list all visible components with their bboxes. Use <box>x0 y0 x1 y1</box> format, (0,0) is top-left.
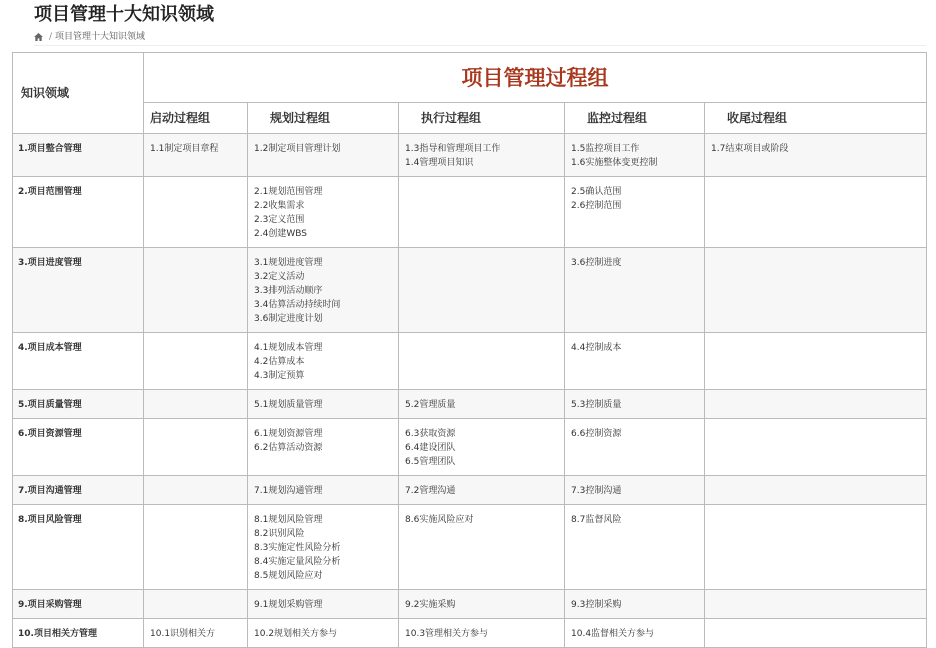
process-matrix-table <box>12 52 927 648</box>
process-item: 7.1规划沟通管理 <box>254 486 323 496</box>
process-item: 6.2估算活动资源 <box>254 443 323 453</box>
table-row <box>13 505 927 590</box>
process-item: 9.2实施采购 <box>405 600 456 610</box>
process-item: 3.2定义活动 <box>254 272 305 282</box>
process-item: 9.3控制采购 <box>571 600 622 610</box>
process-cell-initiating <box>144 419 248 476</box>
process-item: 6.1规划资源管理 <box>254 429 323 439</box>
knowledge-area-cell: 6.项目资源管理 <box>13 419 144 476</box>
knowledge-area-cell: 5.项目质量管理 <box>13 390 144 419</box>
knowledge-area-cell: 10.项目相关方管理 <box>13 619 144 648</box>
knowledge-area-cell: 7.项目沟通管理 <box>13 476 144 505</box>
process-cell-planning <box>248 476 399 505</box>
process-item: 8.2识别风险 <box>254 529 305 539</box>
process-item: 4.3制定预算 <box>254 371 305 381</box>
process-item: 4.2估算成本 <box>254 357 305 367</box>
process-item: 3.1规划进度管理 <box>254 258 323 268</box>
process-cell-executing <box>399 333 565 390</box>
process-item: 10.2规划相关方参与 <box>254 629 338 639</box>
process-item: 10.3管理相关方参与 <box>405 629 489 639</box>
process-item: 8.4实施定量风险分析 <box>254 557 341 567</box>
process-item: 2.2收集需求 <box>254 201 305 211</box>
home-icon[interactable] <box>34 33 43 41</box>
process-item: 9.1规划采购管理 <box>254 600 323 610</box>
process-cell-closing <box>705 505 927 590</box>
process-cell-executing <box>399 390 565 419</box>
process-cell-closing <box>705 248 927 333</box>
process-cell-initiating <box>144 248 248 333</box>
process-item: 10.4监督相关方参与 <box>571 629 655 639</box>
process-cell-executing <box>399 134 565 177</box>
breadcrumb <box>34 31 145 43</box>
table-row <box>13 390 927 419</box>
table-row <box>13 177 927 248</box>
process-cell-planning <box>248 134 399 177</box>
process-item: 1.6实施整体变更控制 <box>571 158 658 168</box>
process-cell-monitoring <box>565 177 705 248</box>
knowledge-area-cell: 8.项目风险管理 <box>13 505 144 590</box>
process-cell-planning <box>248 505 399 590</box>
knowledge-area-cell: 2.项目范围管理 <box>13 177 144 248</box>
process-cell-executing <box>399 177 565 248</box>
process-item: 6.6控制资源 <box>571 429 622 439</box>
process-item: 1.3指导和管理项目工作 <box>405 144 501 154</box>
process-item: 2.3定义范围 <box>254 215 305 225</box>
knowledge-area-cell: 9.项目采购管理 <box>13 590 144 619</box>
process-item: 1.7结束项目或阶段 <box>711 144 789 154</box>
process-cell-monitoring <box>565 390 705 419</box>
process-item: 5.2管理质量 <box>405 400 456 410</box>
process-cell-initiating <box>144 177 248 248</box>
process-item: 2.1规划范围管理 <box>254 187 323 197</box>
process-cell-executing <box>399 248 565 333</box>
table-row <box>13 590 927 619</box>
knowledge-area-cell: 1.项目整合管理 <box>13 134 144 177</box>
process-cell-monitoring <box>565 134 705 177</box>
process-item: 3.6控制进度 <box>571 258 622 268</box>
process-item: 4.4控制成本 <box>571 343 622 353</box>
phase-header-monitoring: 监控过程组 <box>565 103 705 134</box>
process-item: 1.5监控项目工作 <box>571 144 640 154</box>
process-item: 3.4估算活动持续时间 <box>254 300 341 310</box>
page-title: 项目管理十大知识领域 <box>34 4 214 25</box>
matrix-body <box>13 134 927 648</box>
process-item: 6.4建设团队 <box>405 443 456 453</box>
table-row <box>13 248 927 333</box>
process-cell-executing <box>399 419 565 476</box>
process-cell-planning <box>248 590 399 619</box>
process-item: 1.1制定项目章程 <box>150 144 219 154</box>
process-cell-executing <box>399 619 565 648</box>
process-item: 6.3获取资源 <box>405 429 456 439</box>
phase-header-executing: 执行过程组 <box>399 103 565 134</box>
process-item: 3.3排列活动顺序 <box>254 286 323 296</box>
process-cell-closing <box>705 390 927 419</box>
process-item: 8.7监督风险 <box>571 515 622 525</box>
process-item: 6.5管理团队 <box>405 457 456 467</box>
process-cell-executing <box>399 505 565 590</box>
process-item: 5.3控制质量 <box>571 400 622 410</box>
process-item: 1.2制定项目管理计划 <box>254 144 341 154</box>
phase-header-initiating: 启动过程组 <box>144 103 248 134</box>
process-cell-closing <box>705 476 927 505</box>
breadcrumb-separator: / <box>49 32 53 42</box>
process-item: 2.5确认范围 <box>571 187 622 197</box>
process-cell-initiating <box>144 333 248 390</box>
knowledge-area-cell: 4.项目成本管理 <box>13 333 144 390</box>
knowledge-area-header: 知识领域 <box>13 53 144 134</box>
process-item: 7.2管理沟通 <box>405 486 456 496</box>
process-cell-initiating <box>144 505 248 590</box>
process-cell-planning <box>248 333 399 390</box>
process-cell-initiating <box>144 476 248 505</box>
process-cell-planning <box>248 619 399 648</box>
process-cell-initiating <box>144 134 248 177</box>
process-item: 8.1规划风险管理 <box>254 515 323 525</box>
process-cell-closing <box>705 590 927 619</box>
process-cell-monitoring <box>565 505 705 590</box>
process-item: 2.4创建WBS <box>254 229 307 239</box>
process-cell-executing <box>399 476 565 505</box>
process-item: 10.1识别相关方 <box>150 629 216 639</box>
process-cell-closing <box>705 134 927 177</box>
process-cell-monitoring <box>565 619 705 648</box>
process-cell-closing <box>705 619 927 648</box>
process-item: 4.1规划成本管理 <box>254 343 323 353</box>
table-row <box>13 333 927 390</box>
phase-header-closing: 收尾过程组 <box>705 103 927 134</box>
process-cell-planning <box>248 390 399 419</box>
process-cell-monitoring <box>565 419 705 476</box>
process-item: 8.6实施风险应对 <box>405 515 474 525</box>
process-cell-monitoring <box>565 590 705 619</box>
process-cell-planning <box>248 177 399 248</box>
process-item: 1.4管理项目知识 <box>405 158 474 168</box>
process-group-header: 项目管理过程组 <box>144 53 927 103</box>
process-cell-monitoring <box>565 333 705 390</box>
process-cell-initiating <box>144 590 248 619</box>
table-row <box>13 619 927 648</box>
process-item: 7.3控制沟通 <box>571 486 622 496</box>
process-cell-planning <box>248 419 399 476</box>
process-cell-initiating <box>144 390 248 419</box>
phase-header-planning: 规划过程组 <box>248 103 399 134</box>
process-item: 3.6制定进度计划 <box>254 314 323 324</box>
process-cell-planning <box>248 248 399 333</box>
process-item: 8.5规划风险应对 <box>254 571 323 581</box>
process-cell-closing <box>705 333 927 390</box>
process-cell-closing <box>705 177 927 248</box>
header-divider <box>34 45 926 46</box>
process-cell-initiating <box>144 619 248 648</box>
process-item: 2.6控制范围 <box>571 201 622 211</box>
table-row <box>13 476 927 505</box>
process-item: 8.3实施定性风险分析 <box>254 543 341 553</box>
process-item: 5.1规划质量管理 <box>254 400 323 410</box>
process-cell-executing <box>399 590 565 619</box>
table-row <box>13 419 927 476</box>
breadcrumb-current: 项目管理十大知识领域 <box>55 32 146 42</box>
table-row <box>13 134 927 177</box>
knowledge-area-cell: 3.项目进度管理 <box>13 248 144 333</box>
process-cell-monitoring <box>565 476 705 505</box>
process-cell-monitoring <box>565 248 705 333</box>
process-cell-closing <box>705 419 927 476</box>
